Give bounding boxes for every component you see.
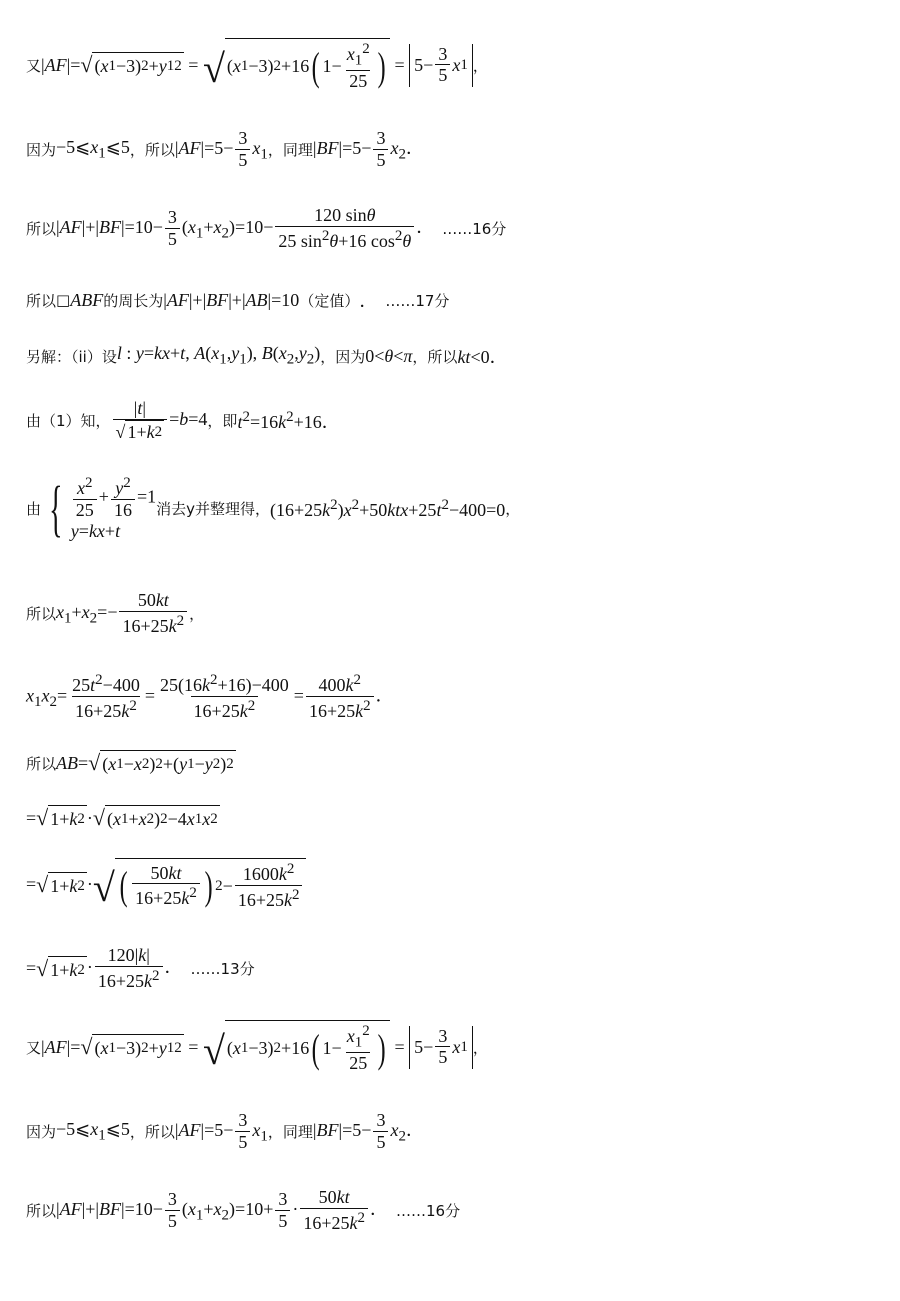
text-suoyi: 所以 — [144, 1123, 175, 1142]
score-13: ……13分 — [190, 960, 255, 979]
text-suoyi: 所以 — [26, 605, 57, 624]
text-yinwei: 因为 — [335, 347, 366, 366]
line-ab-step2: = √ 1+ k 2 · √ ( x 1 + x 2 ) 2 −4 x 1 x 2 — [26, 805, 218, 830]
text-you: 又 — [26, 1038, 42, 1057]
text-tongli: 同理 — [282, 141, 313, 160]
line-sum-theta: 所以 |AF|+|BF|=10− $\frac{3}{5}$ $(x_1+x_2)=10-$ $\frac{120 \sin\theta}{25 \sin^2\theta+16 \cos^2\theta}$ ． ……16分 — [26, 205, 507, 251]
text-suoyi: 所以 — [26, 220, 57, 239]
line-ab: 所以 AB= √ ( x 1 − x 2 ) 2 +( y 1 − y 2 ) 2 — [26, 750, 234, 775]
line-af-derivation: 又 |AF|= √ ( x 1 −3) 2 + y 1 2 = √ ( x 1 −3) 2 +16 ( 1− $\frac{x_1^2}{25}$ ) = 5− $\frac{3}{5}$ x 1 ， — [26, 38, 488, 92]
score-16: ……16分 — [396, 1202, 461, 1221]
line-system: 由 { $\frac{x^2}{25}$ + $\frac{y^2}{16}$ =1 y=kx+t 消去y并整理得， $(16+25k^2)x^2+50ktx+25t^2-400=0$ ， — [26, 474, 521, 543]
text-lingjie: 另解：（ii）设 — [26, 347, 117, 366]
line-af-derivation-2: 又 |AF|= √ ( x 1 −3) 2 + y 1 2 = √ ( x 1 −3) 2 +16 ( 1− $\frac{x_1^2}{25}$ ) = 5− $\frac{3}{5}$ x 1 ， — [26, 1020, 488, 1074]
line-af-simplified-2: 因为 $-5⩽x_1⩽5$ ， 所以 |AF|=5− $\frac{3}{5}$ $x_1$ ， 同理 |BF|=5− $\frac{3}{5}$ $x_2$． — [26, 1110, 424, 1152]
text-zhouchang: 的周长为 — [103, 291, 164, 310]
line-alt-solution: 另解：（ii）设 l : y=kx+t, $A(x_1,y_1)$, $B(x_2,y_2)$ ， 因为 0<θ<π ， 所以 kt<0． — [26, 343, 508, 368]
line-x1-plus-x2: 所以 $x_1+x_2=-$ $\frac{50kt}{16+25k^2}$ ， — [26, 590, 205, 636]
text-suoyi: 所以 — [427, 347, 458, 366]
text-suoyi: 所以 — [26, 291, 57, 310]
score-17: ……17分 — [385, 291, 450, 310]
text-yinwei: 因为 — [26, 141, 57, 160]
line-ab-result: = √ 1+ k 2 · $\frac{120|k|}{16+25k^2}$ ． ……13分 — [26, 945, 255, 991]
text-suoyi: 所以 — [26, 1202, 57, 1221]
score-16: ……16分 — [442, 220, 507, 239]
text-xiaoqu: 消去y并整理得， — [156, 500, 270, 519]
line-sum-k: 所以 |AF|+|BF|=10− $\frac{3}{5}$ $(x_1+x_2)=10+$ $\frac{3}{5}$ · $\frac{50kt}{16+25k^2}$ ． ……16分 — [26, 1187, 461, 1233]
text-you: 又 — [26, 56, 42, 75]
text-yinwei: 因为 — [26, 1123, 57, 1142]
text-you1zhi: 由（1）知， — [26, 412, 111, 431]
abs-af: 5− $\frac{3}{5}$ x 1 — [409, 44, 473, 87]
line-x1-times-x2: $x_1x_2=$ $\frac{25t^2-400}{16+25k^2}$ = $\frac{25(16k^2+16)-400}{16+25k^2}$ = $\frac{400k^2}{16+25k^2}$ ． — [26, 672, 394, 721]
text-ji: 即 — [222, 412, 238, 431]
text-you-sys: 由 — [26, 500, 42, 519]
text-suoyi: 所以 — [144, 141, 175, 160]
equation-system: $\frac{x^2}{25}$ + $\frac{y^2}{16}$ =1 y=kx+t — [70, 475, 157, 542]
text-suoyi: 所以 — [26, 754, 57, 773]
text-dingzhi: （定值） — [299, 291, 360, 310]
line-perimeter: 所以 □ ABF 的周长为 |AF|+|BF|+|AB|=10 （定值） ． ……17分 — [26, 289, 450, 311]
line-af-simplified: 因为 $-5⩽x_1⩽5$ ， 所以 |AF|=5− $\frac{3}{5}$ $x_1$ ， 同理 |BF|=5− $\frac{3}{5}$ $x_2$． — [26, 128, 424, 170]
sqrt-af-sub: √ ( x 1 −3) 2 +16 ( 1− $\frac{x_1^2}{25}$ ) — [203, 38, 390, 92]
line-ab-step3: = √ 1+ k 2 · √ ( $\frac{50kt}{16+25k^2}$ ) 2 − $\frac{1600k^2}{16+25k^2}$ — [26, 858, 306, 911]
text-tongli: 同理 — [282, 1123, 313, 1142]
line-distance: 由（1）知， |t| √ 1+ k 2 =b=4 ， 即 $t^2=16k^2+16$． — [26, 398, 340, 442]
triangle-box-glyph: □ — [56, 291, 71, 309]
sqrt-ab: √ ( x 1 − x 2 ) 2 +( y 1 − y 2 ) 2 — [88, 750, 234, 775]
sqrt-af: √ ( x 1 −3) 2 + y 1 2 — [80, 52, 182, 78]
